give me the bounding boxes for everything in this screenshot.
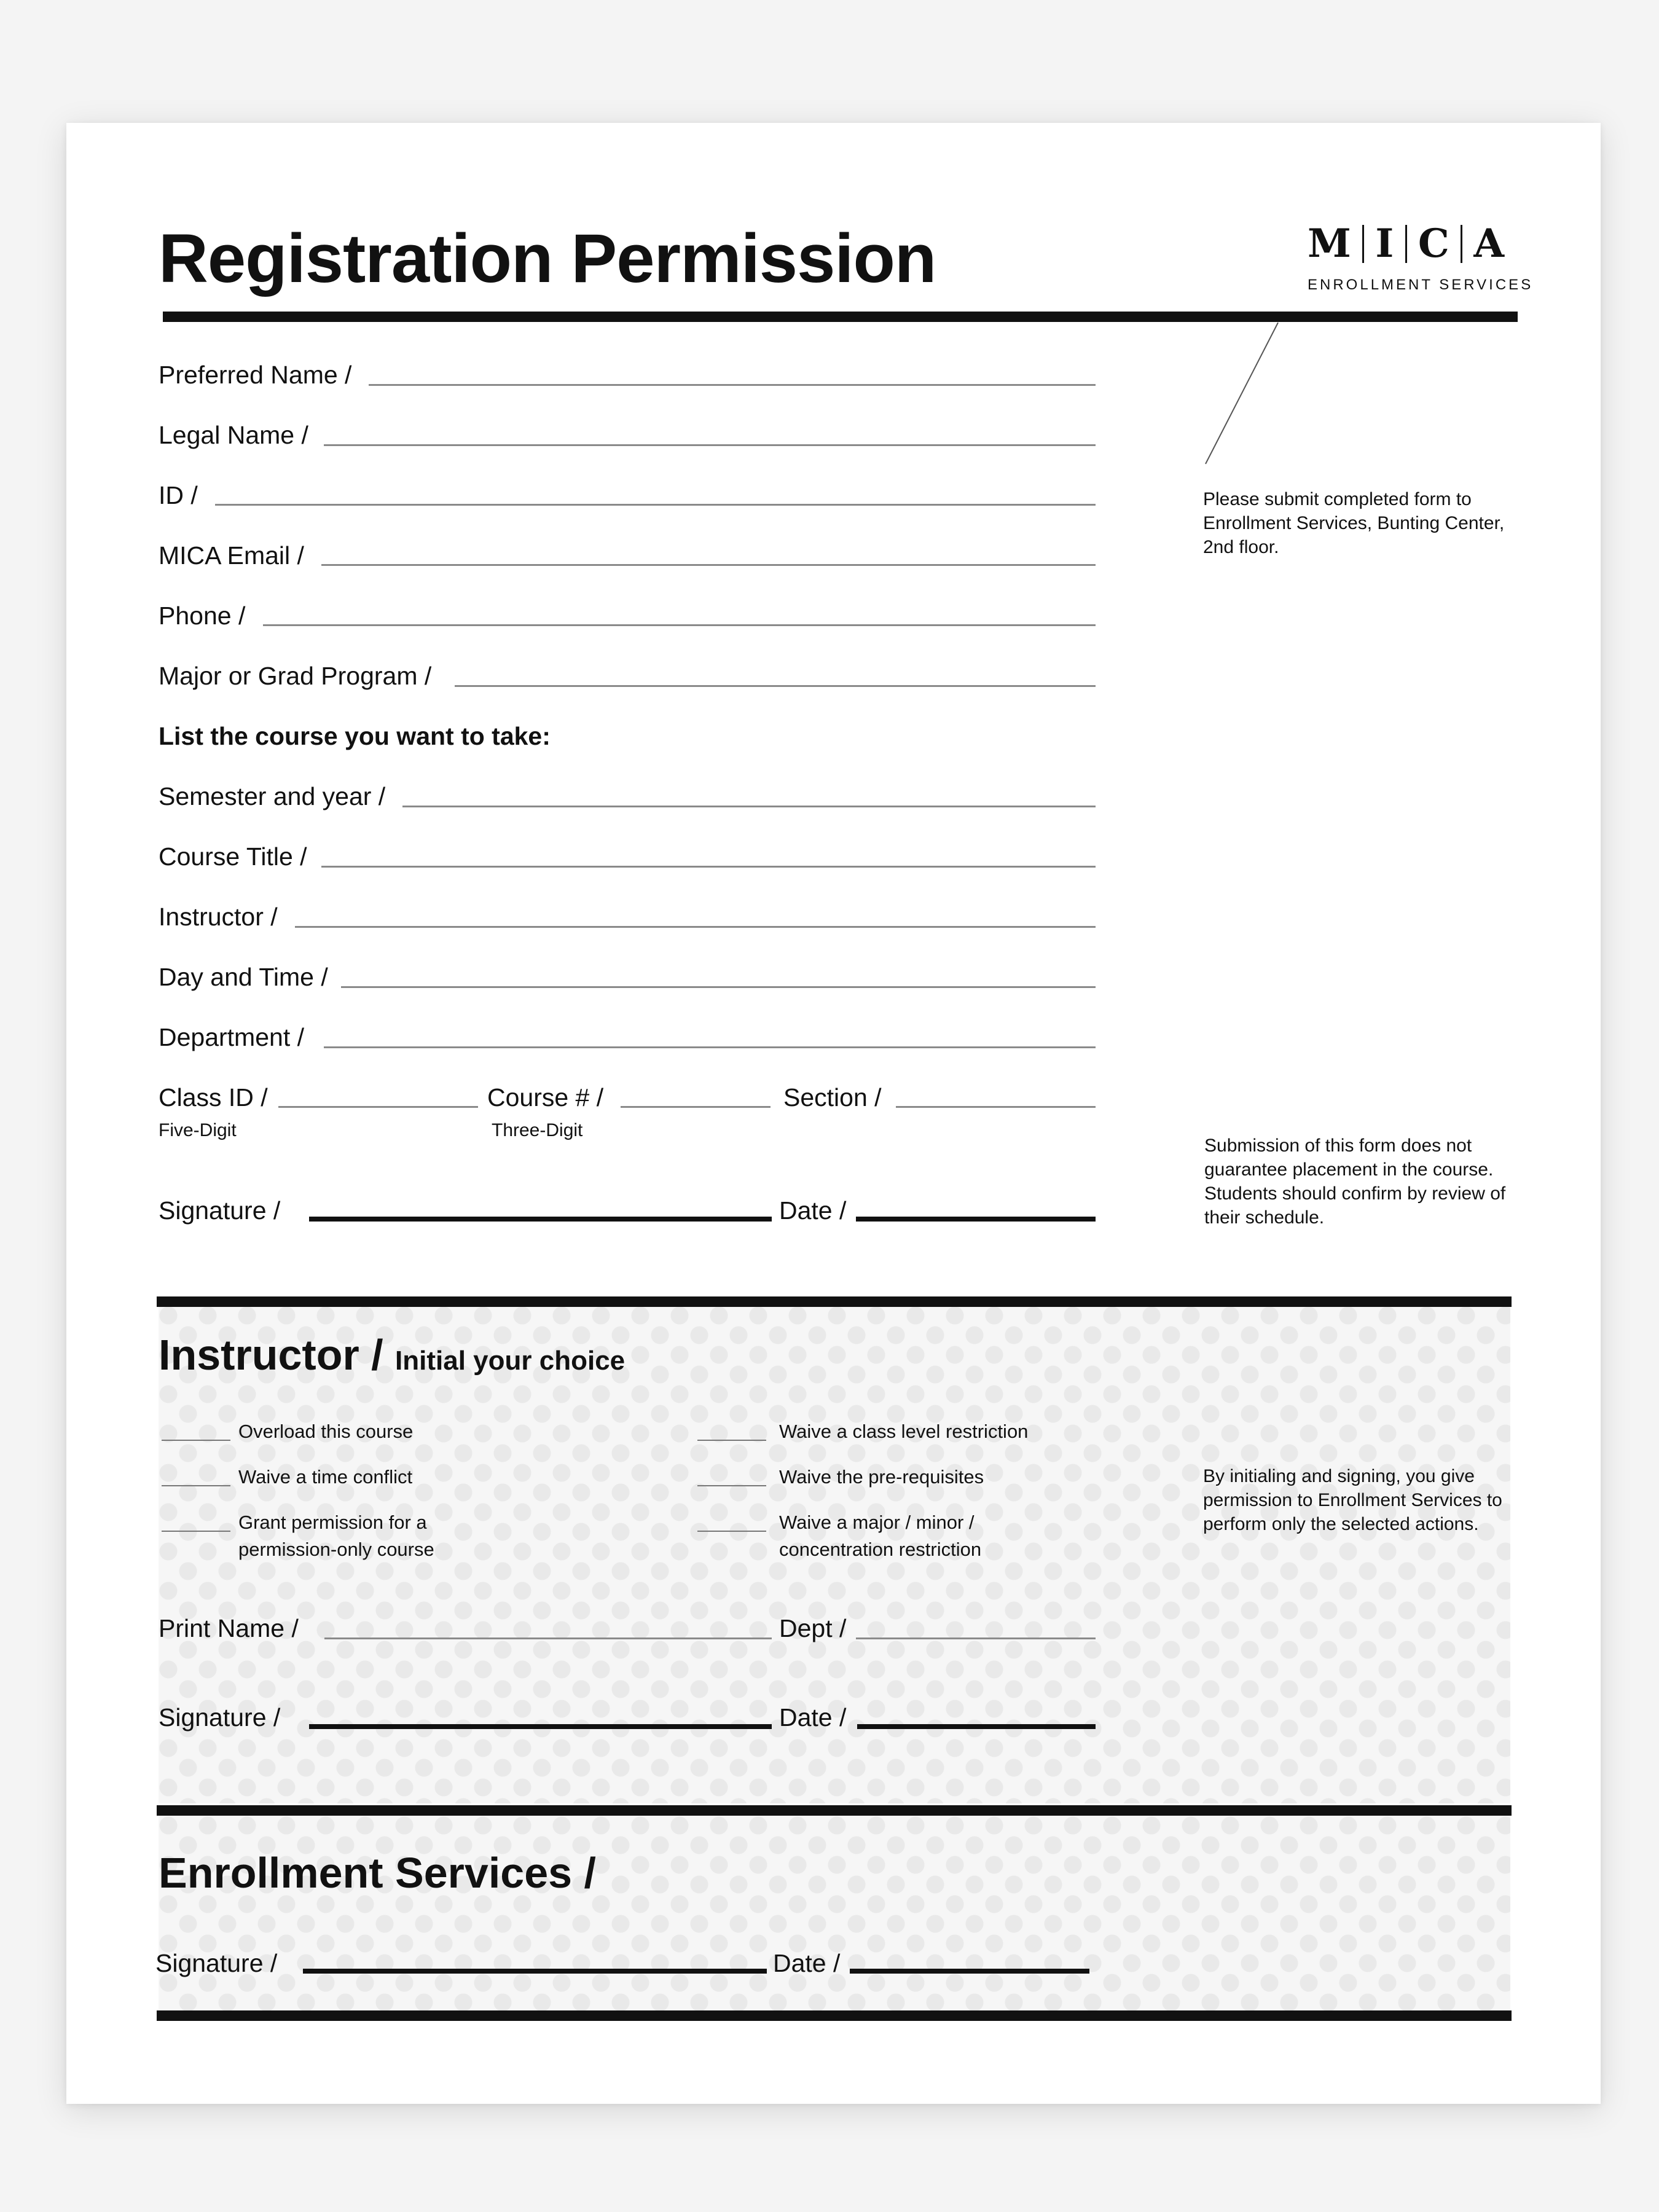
course-number-field[interactable] [621, 1106, 771, 1108]
class-id-hint: Five-Digit [159, 1120, 237, 1140]
day-time-field[interactable] [341, 986, 1096, 988]
option-major-restriction [779, 1509, 981, 1563]
major-field[interactable] [455, 685, 1096, 687]
option-time-conflict-text: Waive a time conflict [238, 1466, 413, 1488]
print-name-label: Print Name / [159, 1614, 299, 1642]
initial-line-class-level[interactable] [697, 1440, 766, 1441]
student-signature-label: Signature / [159, 1196, 281, 1225]
option-time-conflict [238, 1464, 412, 1491]
legal-name-label: Legal Name / [159, 421, 308, 449]
dept-label: Dept / [779, 1614, 847, 1642]
option-prerequisites [779, 1464, 984, 1491]
id-field[interactable] [215, 504, 1096, 506]
course-number-label: Course # / [487, 1083, 604, 1112]
instructor-signature-field[interactable] [309, 1724, 772, 1729]
option-permission-only-line2: permission-only course [238, 1539, 434, 1560]
instructor-field[interactable] [295, 926, 1096, 928]
student-signature-field[interactable] [309, 1217, 772, 1222]
instructor-signature-label: Signature / [159, 1703, 281, 1732]
mica-logo [1308, 221, 1534, 296]
logo-letter-m: M [1308, 221, 1351, 267]
instructor-section-title [159, 1331, 626, 1379]
course-title-label: Course Title / [159, 842, 307, 871]
department-field[interactable] [324, 1046, 1096, 1048]
logo-divider [1405, 225, 1407, 263]
option-overload-text: Overload this course [238, 1421, 414, 1442]
print-name-field[interactable] [324, 1637, 772, 1639]
course-title-field[interactable] [321, 866, 1096, 868]
email-field[interactable] [321, 564, 1096, 566]
semester-label: Semester and year / [159, 782, 386, 810]
class-id-label: Class ID / [159, 1083, 268, 1112]
preferred-name-field[interactable] [369, 384, 1096, 386]
legal-name-field[interactable] [324, 444, 1096, 446]
disclaimer-note: Submission of this form does not guarantee placement in the course. Students should confirm by review of their schedule. [1204, 1135, 1506, 1228]
initial-line-overload[interactable] [162, 1440, 230, 1441]
initial-line-time-conflict[interactable] [162, 1485, 230, 1486]
section-label: Section / [783, 1083, 882, 1112]
option-permission-only [238, 1509, 434, 1563]
preferred-name-label: Preferred Name / [159, 361, 352, 389]
header-rule [163, 312, 1518, 322]
phone-label: Phone / [159, 602, 246, 630]
option-major-restriction-line2: concentration restriction [779, 1539, 982, 1560]
semester-field[interactable] [402, 806, 1096, 807]
option-class-level [779, 1418, 1028, 1445]
enrollment-signature-field[interactable] [303, 1969, 767, 1974]
logo-wordmark [1308, 222, 1504, 265]
enrollment-section-title: Enrollment Services / [159, 1849, 596, 1897]
logo-letter-c: C [1418, 221, 1449, 267]
enrollment-top-rule [157, 1805, 1512, 1816]
logo-letter-a: A [1473, 221, 1504, 267]
enrollment-signature-label: Signature / [155, 1949, 278, 1977]
logo-divider [1461, 225, 1462, 263]
department-label: Department / [159, 1023, 304, 1051]
course-section-heading: List the course you want to take: [159, 722, 551, 750]
bottom-rule [157, 2010, 1512, 2021]
initial-line-permission-only[interactable] [162, 1531, 230, 1532]
instructor-subtitle: Initial your choice [395, 1346, 626, 1376]
instructor-date-field[interactable] [857, 1724, 1096, 1729]
instructor-date-label: Date / [779, 1703, 847, 1732]
email-label: MICA Email / [159, 541, 304, 570]
instructor-title-text: Instructor / [159, 1331, 383, 1379]
major-label: Major or Grad Program / [159, 662, 432, 690]
logo-letter-i: I [1375, 221, 1394, 267]
class-id-field[interactable] [278, 1106, 478, 1108]
instructor-label: Instructor / [159, 903, 278, 931]
submit-note: Please submit completed form to Enrollment Services, Bunting Center, 2nd floor. [1203, 489, 1505, 557]
course-number-hint: Three-Digit [492, 1120, 583, 1140]
section-field[interactable] [896, 1106, 1096, 1108]
logo-divider [1362, 225, 1364, 263]
option-overload [238, 1418, 413, 1445]
enrollment-date-label: Date / [773, 1949, 841, 1977]
permission-note: By initialing and signing, you give permission to Enrollment Services to perform only the selected actions. [1203, 1466, 1502, 1534]
student-date-field[interactable] [856, 1217, 1096, 1222]
dept-field[interactable] [856, 1637, 1096, 1639]
option-prerequisites-text: Waive the pre-requisites [779, 1466, 984, 1488]
option-permission-only-line1: Grant permission for a [238, 1512, 427, 1533]
initial-line-prerequisites[interactable] [697, 1485, 766, 1486]
day-time-label: Day and Time / [159, 963, 328, 991]
id-label: ID / [159, 481, 198, 509]
phone-field[interactable] [263, 624, 1096, 626]
logo-subtitle: ENROLLMENT SERVICES [1308, 276, 1534, 293]
enrollment-date-field[interactable] [850, 1969, 1089, 1974]
option-class-level-text: Waive a class level restriction [779, 1421, 1029, 1442]
option-major-restriction-line1: Waive a major / minor / [779, 1512, 975, 1533]
instructor-top-rule [157, 1296, 1512, 1307]
enrollment-section-background [159, 1816, 1510, 2012]
connector-line-top [1198, 320, 1284, 467]
page-title: Registration Permission [159, 220, 936, 297]
student-date-label: Date / [779, 1196, 847, 1225]
initial-line-major-restriction[interactable] [697, 1531, 766, 1532]
